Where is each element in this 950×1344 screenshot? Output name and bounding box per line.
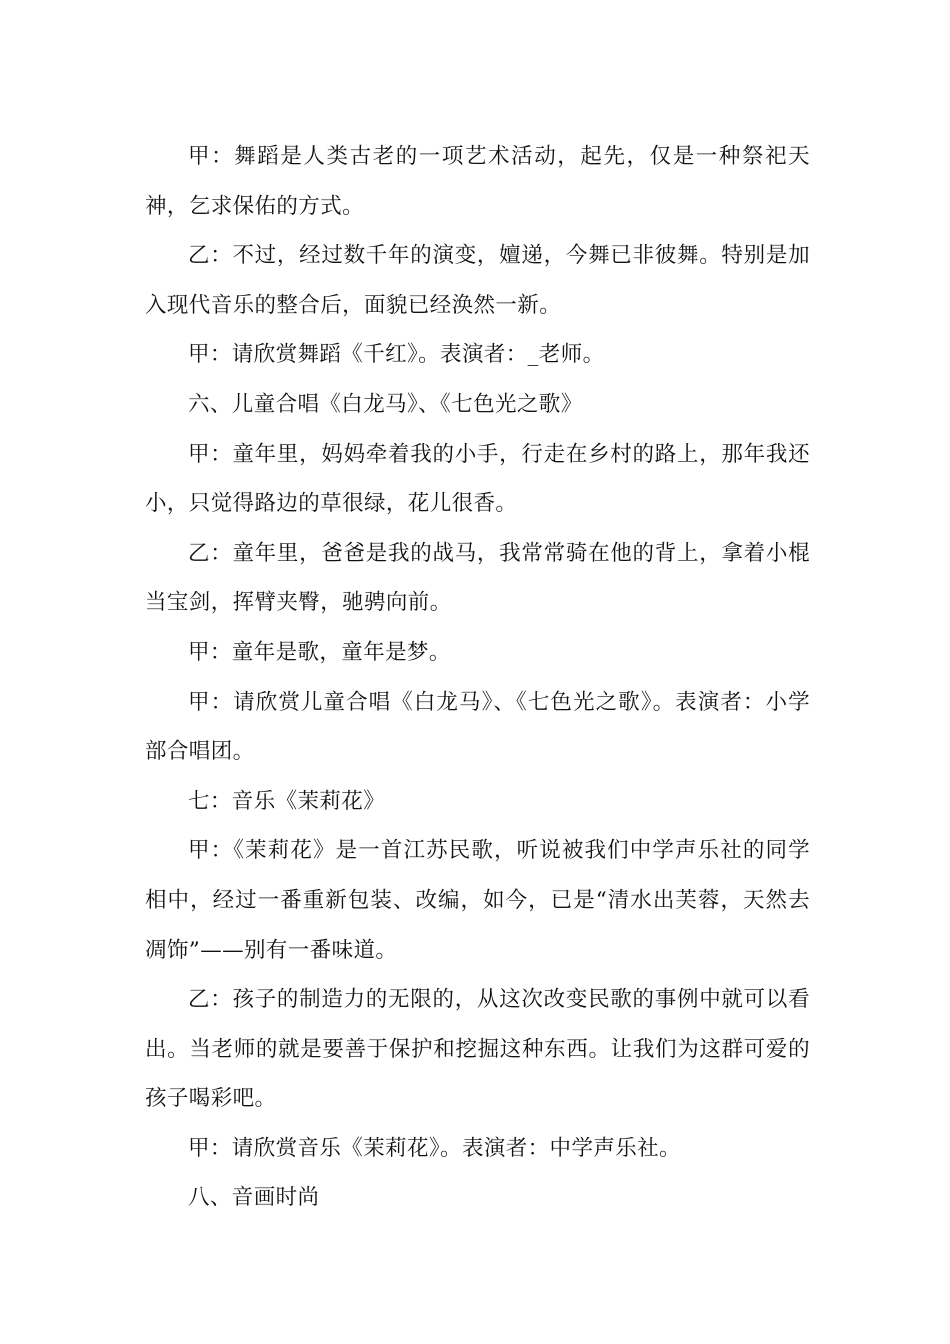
paragraph-childhood-mother: 甲：童年里，妈妈牵着我的小手，行走在乡村的路上，那年我还小，只觉得路边的草很绿，花儿很香。 <box>145 441 810 517</box>
section-heading-six: 六、儿童合唱《白龙马》、《七色光之歌》 <box>188 391 583 417</box>
paragraph-jasmine-intro: 甲：《茉莉花》是一首江苏民歌，听说被我们中学声乐社的同学相中，经过一番重新包装、改编，如今，已是“清水出芙蓉，天然去凋饰”——别有一番味道。 <box>145 838 810 963</box>
paragraph-dance-evolution: 乙：不过，经过数千年的演变，嬗递，今舞已非彼舞。特别是加入现代音乐的整合后，面貌已经涣然一新。 <box>145 243 810 318</box>
section-heading-eight: 八、音画时尚 <box>188 1185 320 1211</box>
paragraph-jasmine-announce: 甲：请欣赏音乐《茉莉花》。表演者：中学声乐社。 <box>188 1135 681 1161</box>
paragraph-creativity: 乙：孩子的制造力的无限的，从这次改变民歌的事例中就可以看出。当老师的就是要善于保护和挖掘这种东西。让我们为这群可爱的孩子喝彩吧。 <box>145 987 810 1112</box>
section-heading-seven: 七：音乐《茉莉花》 <box>188 788 386 814</box>
paragraph-dance-intro: 甲：舞蹈是人类古老的一项艺术活动，起先，仅是一种祭祀天神，乞求保佑的方式。 <box>145 144 810 219</box>
paragraph-choir-announce: 甲：请欣赏儿童合唱《白龙马》、《七色光之歌》。表演者：小学部合唱团。 <box>145 689 810 765</box>
paragraph-dance-announce: 甲：请欣赏舞蹈《千红》。表演者：_老师。 <box>188 342 605 368</box>
paragraph-childhood-father: 乙：童年里，爸爸是我的战马，我常常骑在他的背上，拿着小棍当宝剑，挥臂夹臀，驰骋向前。 <box>145 540 810 616</box>
paragraph-childhood-song: 甲：童年是歌，童年是梦。 <box>188 639 451 665</box>
document-body <box>145 132 810 1223</box>
